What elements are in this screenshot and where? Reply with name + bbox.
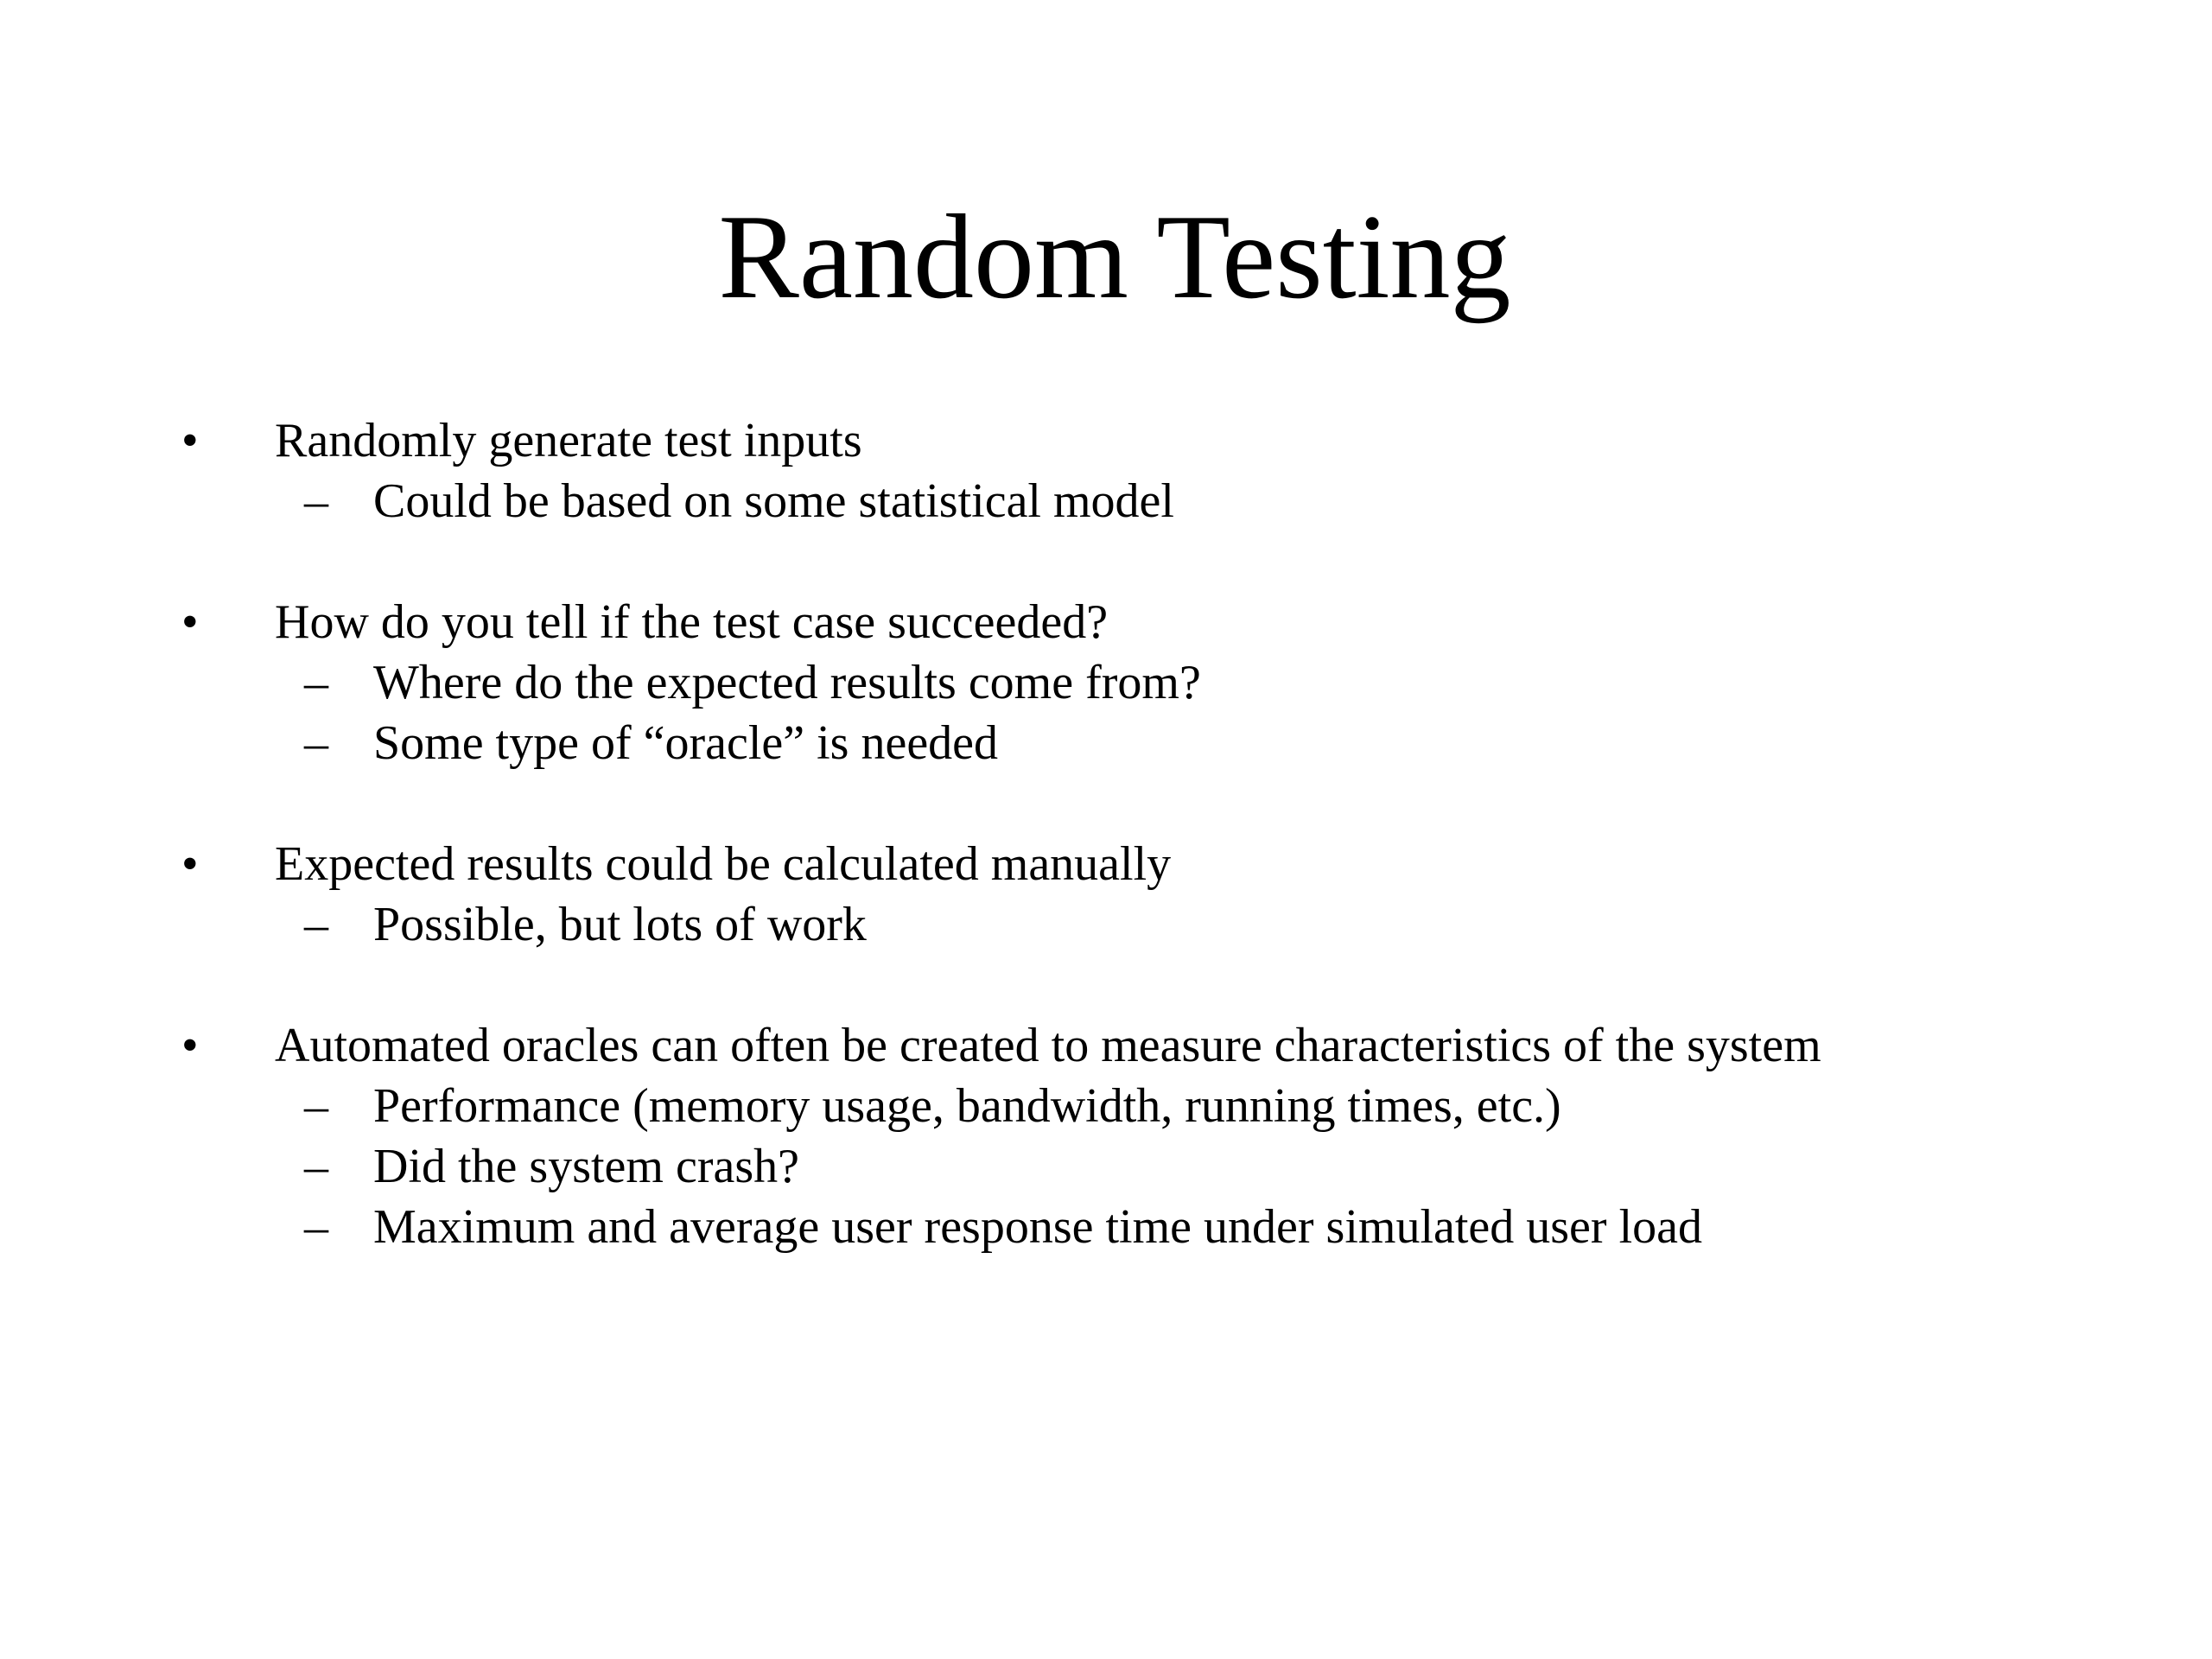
sub-bullet-marker: – xyxy=(304,1140,328,1193)
sub-bullet-item xyxy=(181,894,2169,955)
bullet-item xyxy=(181,1015,2169,1076)
sub-bullet-item xyxy=(181,1136,2169,1197)
sub-bullet-text: Could be based on some statistical model xyxy=(373,474,1174,528)
sub-bullet-marker: – xyxy=(304,1079,328,1133)
bullet-text: How do you tell if the test case succeeded? xyxy=(275,595,1109,649)
bullet-item xyxy=(181,592,2169,652)
sub-bullet-text: Where do the expected results come from? xyxy=(373,656,1201,709)
bullet-marker: • xyxy=(181,414,199,467)
bullet-marker: • xyxy=(181,595,199,649)
bullet-text: Automated oracles can often be created to measure characteristics of the system xyxy=(275,1019,1821,1072)
sub-bullet-item xyxy=(181,1076,2169,1136)
sub-bullet-text: Did the system crash? xyxy=(373,1140,799,1193)
sub-bullet-text: Possible, but lots of work xyxy=(373,898,867,951)
bullet-marker: • xyxy=(181,837,199,891)
sub-bullet-marker: – xyxy=(304,656,328,709)
sub-bullet-text: Performance (memory usage, bandwidth, running times, etc.) xyxy=(373,1079,1561,1133)
sub-bullet-item xyxy=(181,471,2169,531)
bullet-group xyxy=(181,592,2169,773)
sub-bullet-item xyxy=(181,1197,2169,1257)
bullet-text: Randomly generate test inputs xyxy=(275,414,862,467)
sub-bullet-item xyxy=(181,652,2169,713)
slide-title: Random Testing xyxy=(718,190,1511,324)
bullet-text: Expected results could be calculated manually xyxy=(275,837,1172,891)
bullet-item xyxy=(181,410,2169,471)
sub-bullet-marker: – xyxy=(304,716,328,770)
sub-bullet-marker: – xyxy=(304,474,328,528)
bullet-list xyxy=(181,410,2169,1318)
bullet-group xyxy=(181,410,2169,531)
bullet-group xyxy=(181,1015,2169,1257)
sub-bullet-item xyxy=(181,713,2169,773)
sub-bullet-text: Some type of “oracle” is needed xyxy=(373,716,999,770)
bullet-group xyxy=(181,834,2169,955)
sub-bullet-marker: – xyxy=(304,898,328,951)
sub-bullet-text: Maximum and average user response time under simulated user load xyxy=(373,1200,1702,1254)
sub-bullet-marker: – xyxy=(304,1200,328,1254)
bullet-marker: • xyxy=(181,1019,199,1072)
bullet-item xyxy=(181,834,2169,894)
